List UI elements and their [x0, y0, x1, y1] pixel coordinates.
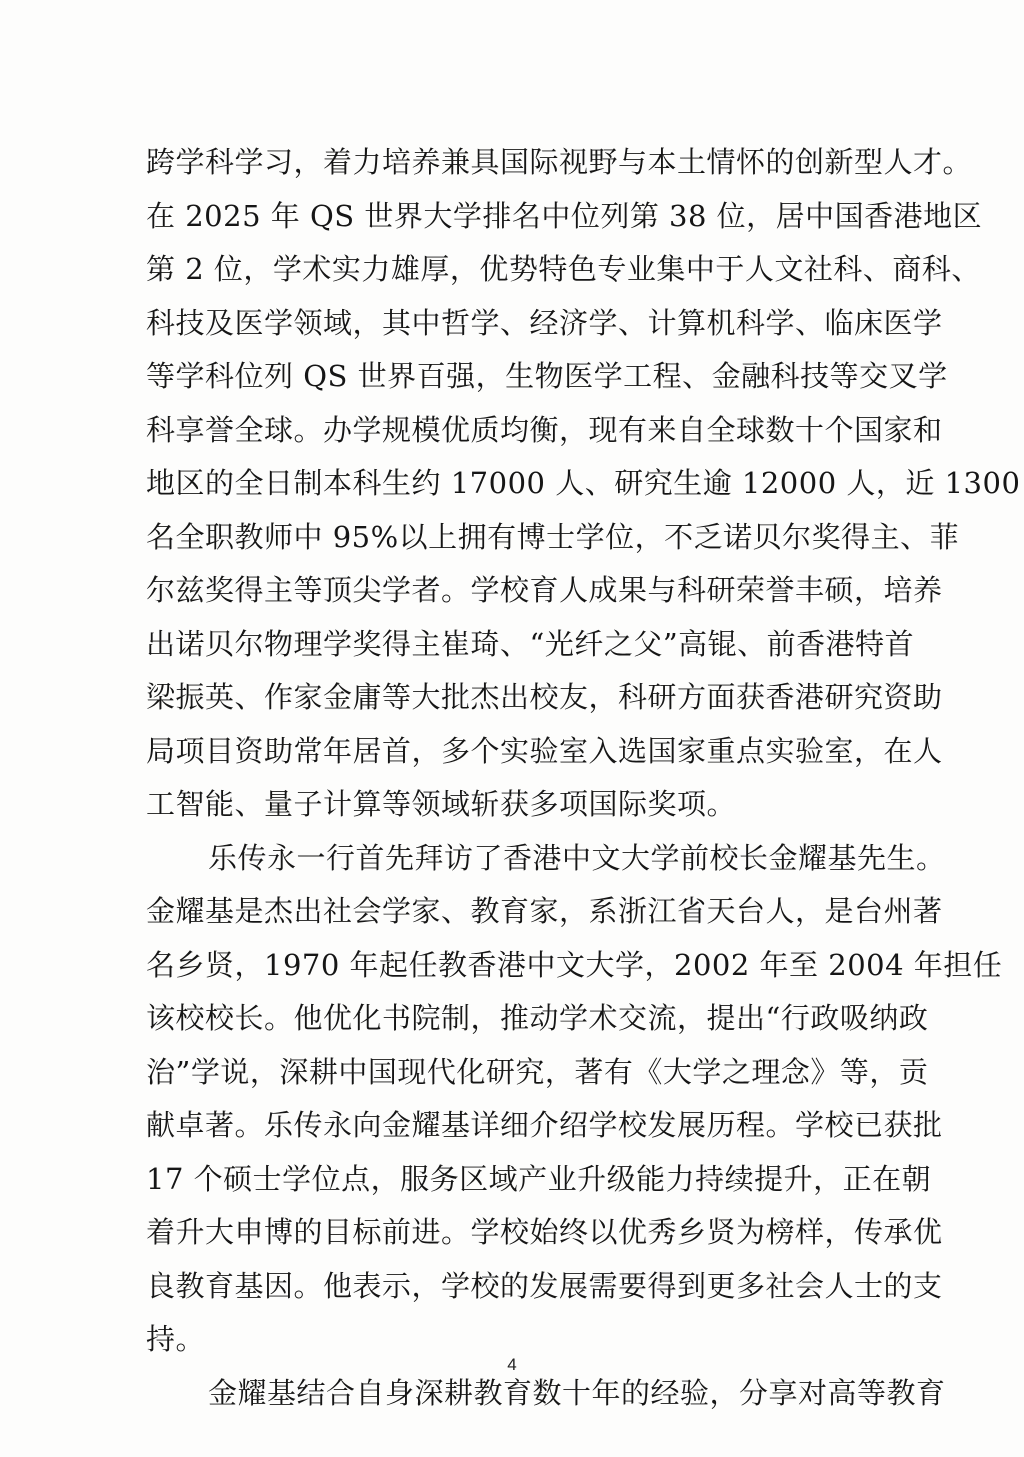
text-line: 地区的全日制本科生约 17000 人、研究生逾 12000 人，近 1300: [146, 466, 1021, 500]
text-line: 局项目资助常年居首，多个实验室入选国家重点实验室，在人: [146, 733, 943, 768]
text-line: 良教育基因。他表示，学校的发展需要得到更多社会人士的支: [146, 1268, 943, 1303]
text-line: 跨学科学习，着力培养兼具国际视野与本土情怀的创新型人才。: [146, 145, 973, 179]
text-line: 科享誉全球。办学规模优质均衡，现有来自全球数十个国家和: [146, 412, 943, 447]
text-line: 第 2 位，学术实力雄厚，优势特色专业集中于人文社科、商科、: [146, 252, 981, 286]
text-line: 17 个硕士学位点，服务区域产业升级能力持续提升，正在朝: [146, 1161, 932, 1196]
text-line: 献卓著。乐传永向金耀基详细介绍学校发展历程。学校已获批: [146, 1108, 943, 1142]
text-line: 持。: [146, 1322, 206, 1356]
page-number: 4: [507, 1355, 517, 1374]
text-line: 等学科位列 QS 世界百强，生物医学工程、金融科技等交叉学: [146, 359, 948, 393]
text-line: 科技及医学领域，其中哲学、经济学、计算机科学、临床医学: [146, 305, 943, 340]
text-line: 名全职教师中 95%以上拥有博士学位，不乏诺贝尔奖得主、菲: [146, 519, 960, 554]
text-line: 出诺贝尔物理学奖得主崔琦、“光纤之父”高锟、前香港特首: [146, 626, 915, 661]
text-line: 尔兹奖得主等顶尖学者。学校育人成果与科研荣誉丰硕，培养: [146, 573, 943, 607]
text-line: 梁振英、作家金庸等大批杰出校友，科研方面获香港研究资助: [146, 680, 943, 714]
text-line: 乐传永一行首先拜访了香港中文大学前校长金耀基先生。: [208, 840, 946, 875]
text-line: 在 2025 年 QS 世界大学排名中位列第 38 位，居中国香港地区: [146, 198, 983, 233]
text-line: 治”学说，深耕中国现代化研究，著有《大学之理念》等，贡: [146, 1054, 929, 1089]
text-line: 着升大申博的目标前进。学校始终以优秀乡贤为榜样，传承优: [146, 1215, 943, 1249]
body-text: [146, 136, 1021, 1420]
text-line: 名乡贤，1970 年起任教香港中文大学，2002 年至 2004 年担任: [146, 947, 1003, 982]
text-line: 金耀基是杰出社会学家、教育家，系浙江省天台人，是台州著: [146, 894, 943, 928]
text-line: 工智能、量子计算等领域斩获多项国际奖项。: [146, 787, 737, 821]
text-line: 该校校长。他优化书院制，推动学术交流，提出“行政吸纳政: [146, 1001, 929, 1035]
text-line: 金耀基结合自身深耕教育数十年的经验，分享对高等教育: [208, 1375, 946, 1410]
